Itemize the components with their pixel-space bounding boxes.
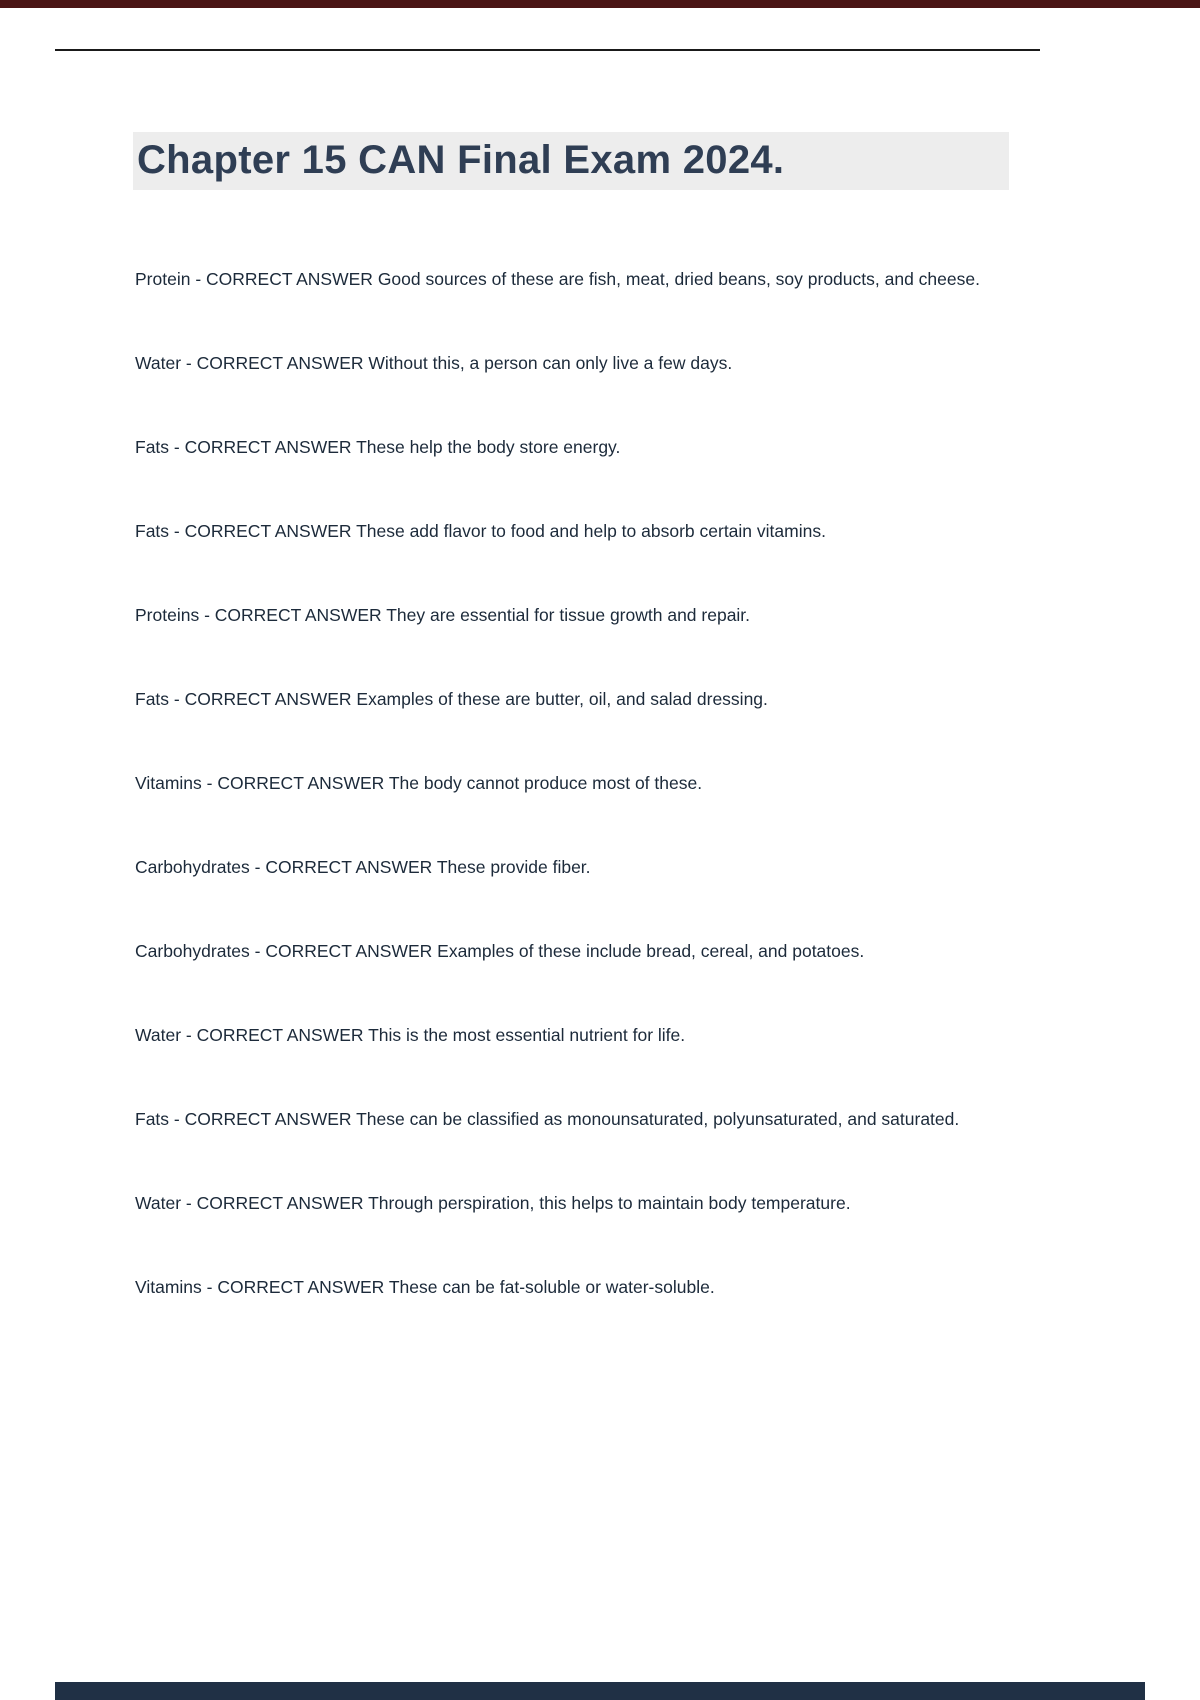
qa-separator: - CORRECT ANSWER bbox=[185, 1193, 364, 1213]
qa-separator: - CORRECT ANSWER bbox=[254, 857, 433, 877]
qa-separator: - CORRECT ANSWER bbox=[206, 1277, 385, 1297]
qa-item bbox=[135, 433, 1070, 461]
qa-item bbox=[135, 937, 1070, 965]
qa-separator: - CORRECT ANSWER bbox=[173, 437, 352, 457]
qa-item bbox=[135, 853, 1070, 881]
footer-bar bbox=[55, 1682, 1145, 1700]
qa-item bbox=[135, 1189, 1070, 1217]
qa-answer: These add flavor to food and help to absorb certain vitamins. bbox=[356, 521, 826, 541]
qa-term: Vitamins bbox=[135, 773, 202, 793]
qa-separator: - CORRECT ANSWER bbox=[173, 1109, 352, 1129]
qa-answer: These help the body store energy. bbox=[356, 437, 621, 457]
qa-term: Carbohydrates bbox=[135, 941, 250, 961]
qa-term: Protein bbox=[135, 269, 191, 289]
qa-item bbox=[135, 1021, 1070, 1049]
qa-term: Fats bbox=[135, 437, 170, 457]
qa-term: Carbohydrates bbox=[135, 857, 250, 877]
qa-separator: - CORRECT ANSWER bbox=[173, 689, 352, 709]
qa-separator: - CORRECT ANSWER bbox=[195, 269, 373, 289]
qa-term: Vitamins bbox=[135, 1277, 202, 1297]
qa-term: Fats bbox=[135, 689, 170, 709]
qa-item bbox=[135, 349, 1070, 377]
qa-item bbox=[135, 769, 1070, 797]
qa-item bbox=[135, 265, 1070, 293]
page-title: Chapter 15 CAN Final Exam 2024. bbox=[133, 132, 1009, 190]
qa-item bbox=[135, 685, 1070, 713]
qa-answer: Without this, a person can only live a few days. bbox=[368, 353, 733, 373]
qa-answer: They are essential for tissue growth and repair. bbox=[386, 605, 751, 625]
qa-item bbox=[135, 601, 1070, 629]
qa-term: Water bbox=[135, 1193, 182, 1213]
qa-term: Fats bbox=[135, 1109, 170, 1129]
qa-answer: This is the most essential nutrient for life. bbox=[368, 1025, 686, 1045]
qa-answer: These provide fiber. bbox=[436, 857, 591, 877]
qa-term: Water bbox=[135, 1025, 182, 1045]
qa-term: Fats bbox=[135, 521, 170, 541]
qa-separator: - CORRECT ANSWER bbox=[185, 1025, 364, 1045]
qa-separator: - CORRECT ANSWER bbox=[206, 773, 385, 793]
qa-answer: Good sources of these are fish, meat, dried beans, soy products, and cheese. bbox=[377, 269, 980, 289]
qa-item bbox=[135, 1105, 1070, 1133]
header-rule bbox=[55, 49, 1040, 51]
qa-answer: The body cannot produce most of these. bbox=[388, 773, 703, 793]
qa-separator: - CORRECT ANSWER bbox=[173, 521, 352, 541]
top-edge-bar bbox=[0, 0, 1200, 8]
qa-term: Water bbox=[135, 353, 182, 373]
qa-answer: Examples of these include bread, cereal, and potatoes. bbox=[437, 941, 865, 961]
qa-term: Proteins bbox=[135, 605, 200, 625]
qa-answer: Through perspiration, this helps to maintain body temperature. bbox=[368, 1193, 851, 1213]
qa-separator: - CORRECT ANSWER bbox=[204, 605, 382, 625]
qa-separator: - CORRECT ANSWER bbox=[185, 353, 364, 373]
qa-list bbox=[135, 265, 1070, 1357]
qa-answer: These can be classified as monounsaturated, polyunsaturated, and saturated. bbox=[356, 1109, 960, 1129]
qa-answer: These can be fat-soluble or water-soluble. bbox=[388, 1277, 715, 1297]
qa-separator: - CORRECT ANSWER bbox=[254, 941, 433, 961]
qa-item bbox=[135, 1273, 1070, 1301]
qa-item bbox=[135, 517, 1070, 545]
qa-answer: Examples of these are butter, oil, and salad dressing. bbox=[356, 689, 768, 709]
